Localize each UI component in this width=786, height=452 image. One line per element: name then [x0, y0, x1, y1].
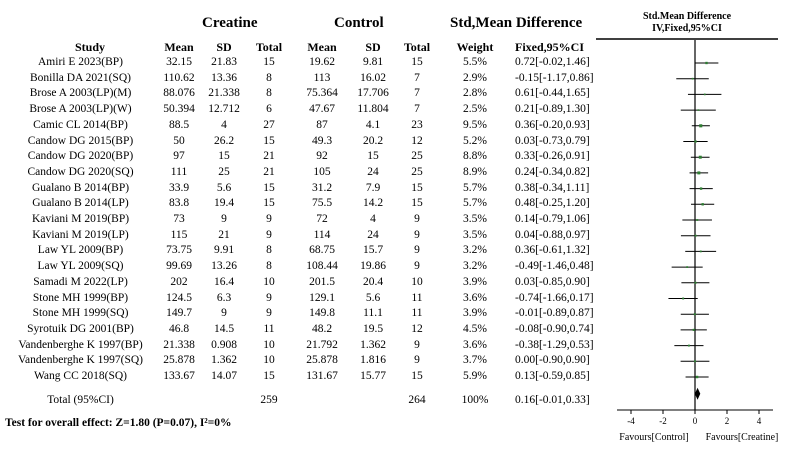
row-sd-creatine: 13.36: [211, 71, 237, 84]
row-sd-control: 1.816: [360, 354, 386, 367]
study-point: [697, 171, 700, 174]
row-mean-control: 47.67: [309, 103, 335, 116]
favours-creatine-label: Favours[Creatine]: [705, 432, 779, 443]
row-mean-control: 113: [313, 71, 331, 84]
row-mean-control: 92: [316, 150, 328, 163]
row-mean-creatine: 111: [170, 165, 188, 178]
row-sd-control: 7.9: [365, 181, 381, 194]
row-sd-creatine: 21: [218, 228, 230, 241]
pooled-diamond: [695, 388, 700, 400]
row-sd-creatine: 26.2: [213, 134, 235, 147]
row-sd-creatine: 4: [221, 118, 227, 131]
row-total-creatine: 8: [266, 244, 272, 257]
study-point: [688, 345, 690, 347]
row-sd-control: 9.81: [362, 56, 384, 68]
row-mean-creatine: 124.5: [166, 291, 192, 304]
row-total-control: 9: [414, 354, 420, 367]
row-total-creatine: 10: [263, 354, 275, 367]
row-weight: 3.2%: [463, 244, 487, 257]
row-sd-control: 15: [367, 150, 379, 163]
row-sd-creatine: 19.4: [213, 197, 235, 210]
study-point: [705, 62, 707, 64]
row-total-creatine: 21: [263, 165, 275, 178]
total-weight: 100%: [461, 394, 489, 406]
row-mean-control: 21.792: [306, 338, 338, 351]
study-point: [699, 124, 702, 127]
row-total-creatine: 9: [266, 228, 272, 241]
row-study: Stone MH 1999(SQ): [32, 307, 129, 320]
row-sd-control: 19.86: [360, 260, 386, 273]
study-point: [698, 109, 700, 111]
row-weight: 3.5%: [463, 213, 487, 225]
row-study: Brose A 2003(LP)(M): [29, 87, 132, 100]
row-mean-creatine: 149.7: [166, 307, 192, 320]
row-ci: 0.24[-0.34,0.82]: [515, 165, 590, 178]
row-study: Vandenberghe K 1997(SQ): [18, 354, 143, 367]
row-ci: -0.74[-1.66,0.17]: [515, 291, 594, 304]
row-mean-creatine: 33.9: [168, 181, 190, 194]
col-header-mean-control: Mean: [307, 40, 337, 54]
row-mean-control: 131.67: [306, 370, 338, 382]
row-total-control: 9: [414, 213, 420, 225]
row-weight: 8.9%: [463, 165, 487, 178]
row-weight: 2.9%: [463, 71, 487, 84]
study-point: [696, 219, 698, 221]
col-header-total-control: Total: [403, 40, 431, 54]
overall-effect-text: Test for overall effect: Z=1.80 (P=0.07), I²=0%: [5, 417, 232, 429]
row-mean-control: 49.3: [311, 134, 333, 147]
row-ci: 0.14[-0.79,1.06]: [515, 213, 590, 225]
study-point: [701, 203, 703, 205]
row-ci: 0.13[-0.59,0.85]: [515, 370, 590, 382]
row-ci: -0.38[-1.29,0.53]: [515, 338, 594, 351]
col-header-study: Study: [74, 40, 106, 54]
row-total-creatine: 15: [263, 56, 275, 68]
row-study: Candow DG 2020(BP): [27, 150, 134, 163]
group-header-creatine: Creatine: [202, 15, 258, 31]
row-ci: 0.48[-0.25,1.20]: [515, 197, 590, 210]
row-mean-creatine: 25.878: [163, 354, 195, 367]
row-weight: 2.5%: [463, 103, 487, 116]
row-ci: -0.01[-0.89,0.87]: [515, 307, 594, 320]
row-ci: 0.36[-0.61,1.32]: [515, 244, 590, 257]
row-study: Kaviani M 2019(BP): [31, 213, 130, 225]
row-total-control: 12: [411, 134, 423, 147]
row-ci: 0.03[-0.85,0.90]: [515, 275, 590, 288]
row-total-creatine: 15: [263, 134, 275, 147]
row-study: Amiri E 2023(BP): [38, 56, 123, 68]
row-total-control: 9: [414, 244, 420, 257]
row-study: Samadi M 2022(LP): [33, 275, 128, 288]
col-header-sd-control: SD: [365, 40, 381, 54]
row-ci: 0.72[-0.02,1.46]: [515, 56, 590, 68]
row-ci: 0.04[-0.88,0.97]: [515, 228, 590, 241]
row-weight: 3.7%: [463, 354, 487, 367]
x-tick-label: -4: [627, 416, 635, 426]
row-mean-control: 105: [313, 165, 331, 178]
row-total-control: 11: [411, 307, 423, 320]
row-mean-creatine: 73.75: [166, 244, 192, 257]
row-mean-creatine: 83.8: [168, 197, 190, 210]
total-n-creatine: 259: [260, 394, 278, 406]
row-mean-control: 19.62: [309, 56, 335, 68]
row-mean-creatine: 99.69: [166, 260, 192, 273]
total-n-control: 264: [408, 394, 426, 406]
study-point: [694, 282, 696, 284]
x-tick-label: 2: [724, 416, 730, 426]
row-study: Camic CL 2014(BP): [33, 118, 128, 131]
row-mean-control: 31.2: [311, 181, 333, 194]
row-sd-control: 15.77: [360, 370, 386, 382]
row-mean-control: 48.2: [311, 322, 333, 335]
row-weight: 3.5%: [463, 228, 487, 241]
row-weight: 3.9%: [463, 307, 487, 320]
row-study: Law YL 2009(SQ): [37, 260, 124, 273]
row-sd-control: 24: [367, 228, 379, 241]
row-mean-creatine: 21.338: [163, 338, 195, 351]
row-mean-control: 129.1: [309, 291, 335, 304]
row-total-control: 12: [411, 322, 423, 335]
row-sd-creatine: 14.07: [211, 370, 237, 382]
row-total-control: 10: [411, 275, 423, 288]
row-total-control: 25: [411, 165, 423, 178]
row-weight: 3.6%: [463, 291, 487, 304]
row-sd-creatine: 5.6: [216, 181, 232, 194]
x-tick-label: -2: [659, 416, 667, 426]
row-ci: 0.61[-0.44,1.65]: [515, 87, 590, 100]
row-total-creatine: 15: [263, 370, 275, 382]
row-total-control: 9: [414, 260, 420, 273]
row-study: Law YL 2009(BP): [37, 244, 124, 257]
col-header-total-creatine: Total: [255, 40, 283, 54]
row-total-creatine: 10: [263, 338, 275, 351]
row-mean-creatine: 32.15: [166, 56, 192, 68]
row-weight: 9.5%: [463, 118, 487, 131]
row-weight: 5.2%: [463, 134, 487, 147]
study-point: [686, 266, 688, 268]
row-sd-control: 20.4: [362, 275, 384, 288]
row-weight: 5.7%: [463, 197, 487, 210]
row-study: Kaviani M 2019(LP): [32, 228, 129, 241]
row-mean-creatine: 50.394: [163, 103, 195, 116]
row-study: Gualano B 2014(LP): [32, 197, 129, 210]
row-mean-creatine: 73: [173, 213, 185, 225]
row-study: Stone MH 1999(BP): [32, 291, 129, 304]
row-sd-control: 11.1: [363, 307, 383, 320]
study-point: [682, 298, 684, 300]
row-mean-control: 75.5: [311, 197, 333, 210]
row-study: Gualano B 2014(BP): [31, 181, 130, 194]
study-point: [696, 376, 698, 378]
row-sd-control: 17.706: [357, 87, 389, 100]
row-mean-creatine: 115: [170, 228, 188, 241]
row-total-creatine: 27: [263, 118, 275, 131]
row-sd-control: 11.804: [357, 103, 389, 116]
group-header-smd: Std,Mean Difference: [450, 15, 583, 31]
group-header-control: Control: [334, 15, 384, 31]
total-ci: 0.16[-0.01,0.33]: [515, 394, 590, 406]
row-study: Wang CC 2018(SQ): [34, 370, 127, 382]
row-weight: 4.5%: [463, 322, 487, 335]
row-mean-creatine: 50: [173, 134, 185, 147]
row-total-creatine: 21: [263, 150, 275, 163]
row-sd-control: 16.02: [360, 71, 386, 84]
row-mean-creatine: 97: [173, 150, 185, 163]
row-mean-creatine: 110.62: [163, 71, 195, 84]
row-total-creatine: 8: [266, 260, 272, 273]
total-label: Total (95%CI): [47, 394, 114, 406]
plot-title: Std.Mean Difference: [642, 11, 732, 22]
row-study: Candow DG 2020(SQ): [27, 165, 134, 178]
row-sd-control: 19.5: [362, 322, 384, 335]
favours-control-label: Favours[Control]: [619, 432, 689, 443]
row-total-control: 11: [411, 291, 423, 304]
row-ci: 0.03[-0.73,0.79]: [515, 134, 590, 147]
study-point: [693, 329, 695, 331]
row-mean-creatine: 46.8: [168, 322, 190, 335]
row-sd-creatine: 13.26: [211, 260, 237, 273]
row-weight: 5.7%: [463, 181, 487, 194]
row-total-control: 15: [411, 370, 423, 382]
row-ci: 0.21[-0.89,1.30]: [515, 103, 590, 116]
row-total-control: 15: [411, 56, 423, 68]
study-point: [694, 313, 696, 315]
row-sd-creatine: 6.3: [216, 291, 232, 304]
study-point: [699, 156, 702, 159]
row-total-creatine: 6: [266, 103, 272, 116]
study-point: [694, 140, 696, 142]
row-weight: 5.9%: [463, 370, 487, 382]
row-mean-control: 201.5: [309, 275, 335, 288]
row-total-creatine: 8: [266, 87, 272, 100]
row-sd-creatine: 0.908: [211, 338, 237, 351]
row-mean-control: 75.364: [306, 87, 338, 100]
row-sd-creatine: 21.338: [208, 87, 240, 100]
study-point: [700, 251, 702, 253]
row-ci: -0.49[-1.46,0.48]: [515, 260, 594, 273]
row-mean-control: 108.44: [306, 260, 338, 273]
row-total-creatine: 15: [263, 197, 275, 210]
study-point: [694, 360, 696, 362]
row-total-control: 7: [414, 87, 420, 100]
row-mean-control: 87: [316, 118, 328, 131]
row-mean-control: 114: [313, 228, 331, 241]
row-total-creatine: 15: [263, 181, 275, 194]
row-total-control: 7: [414, 71, 420, 84]
row-ci: 0.33[-0.26,0.91]: [515, 150, 590, 163]
study-point: [700, 187, 702, 189]
row-mean-control: 149.8: [309, 307, 335, 320]
row-total-creatine: 11: [263, 322, 275, 335]
row-mean-creatine: 88.076: [163, 87, 195, 100]
row-total-creatine: 10: [263, 275, 275, 288]
row-total-control: 9: [414, 228, 420, 241]
x-tick-label: 4: [756, 416, 762, 426]
plot-subtitle: IV,Fixed,95%CI: [652, 23, 722, 34]
row-total-creatine: 9: [266, 291, 272, 304]
row-weight: 8.8%: [463, 150, 487, 163]
row-sd-creatine: 9: [221, 213, 227, 225]
row-weight: 3.2%: [463, 260, 487, 273]
row-sd-control: 4: [370, 213, 376, 225]
row-ci: 0.38[-0.34,1.11]: [515, 181, 590, 194]
row-total-creatine: 8: [266, 71, 272, 84]
row-study: Brose A 2003(LP)(W): [29, 103, 132, 116]
row-ci: -0.08[-0.90,0.74]: [515, 322, 594, 335]
row-mean-control: 68.75: [309, 244, 335, 257]
row-mean-creatine: 88.5: [168, 118, 190, 131]
row-study: Candow DG 2015(BP): [27, 134, 134, 147]
row-sd-creatine: 12.712: [208, 103, 240, 116]
row-sd-creatine: 9.91: [213, 244, 235, 257]
study-point: [695, 235, 697, 237]
row-weight: 2.8%: [463, 87, 487, 100]
row-sd-creatine: 1.362: [211, 354, 237, 367]
row-total-control: 15: [411, 181, 423, 194]
row-total-control: 7: [414, 103, 420, 116]
row-sd-control: 5.6: [365, 291, 381, 304]
row-sd-control: 14.2: [362, 197, 384, 210]
col-header-weight: Weight: [456, 40, 494, 54]
row-ci: 0.36[-0.20,0.93]: [515, 118, 590, 131]
row-weight: 5.5%: [463, 56, 487, 68]
row-sd-control: 24: [367, 165, 379, 178]
col-header-mean-creatine: Mean: [164, 40, 194, 54]
row-total-control: 15: [411, 197, 423, 210]
row-sd-creatine: 15: [218, 150, 230, 163]
row-sd-creatine: 14.5: [213, 322, 235, 335]
row-mean-creatine: 202: [170, 275, 188, 288]
row-sd-control: 20.2: [362, 134, 384, 147]
row-ci: -0.15[-1.17,0.86]: [515, 71, 594, 84]
study-point: [704, 94, 706, 96]
row-sd-creatine: 9: [221, 307, 227, 320]
row-study: Vandenberghe K 1997(BP): [18, 338, 143, 351]
row-sd-creatine: 21.83: [211, 56, 237, 68]
row-sd-control: 4.1: [365, 118, 381, 131]
row-mean-control: 25.878: [306, 354, 338, 367]
row-weight: 3.9%: [463, 275, 487, 288]
row-mean-creatine: 133.67: [163, 370, 195, 382]
row-sd-control: 1.362: [360, 338, 386, 351]
study-point: [692, 78, 694, 80]
row-study: Bonilla DA 2021(SQ): [30, 71, 131, 84]
row-mean-control: 72: [316, 213, 328, 225]
row-study: Syrotuik DG 2001(BP): [27, 322, 134, 335]
row-weight: 3.6%: [463, 338, 487, 351]
row-sd-creatine: 16.4: [213, 275, 235, 288]
col-header-sd-creatine: SD: [216, 40, 232, 54]
row-ci: 0.00[-0.90,0.90]: [515, 354, 590, 367]
row-total-creatine: 9: [266, 307, 272, 320]
row-sd-creatine: 25: [218, 165, 230, 178]
x-tick-label: 0: [692, 416, 698, 426]
row-total-control: 25: [411, 150, 423, 163]
row-sd-control: 15.7: [362, 244, 384, 257]
row-total-control: 9: [414, 338, 420, 351]
row-total-creatine: 9: [266, 213, 272, 225]
col-header-ci: Fixed,95%CI: [515, 40, 584, 54]
row-total-control: 23: [411, 118, 423, 131]
